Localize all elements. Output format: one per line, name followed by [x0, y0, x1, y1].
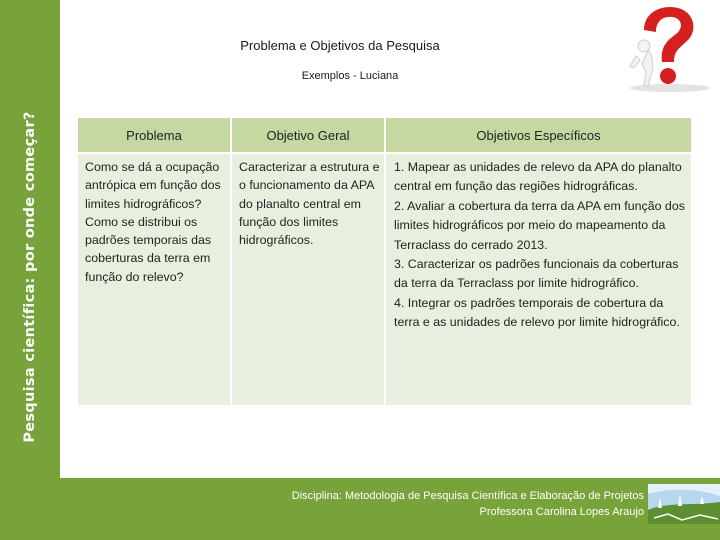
footer-bar [0, 478, 720, 540]
header-objetivo-geral: Objetivo Geral [232, 118, 384, 152]
cell-objetivos-especificos [386, 154, 691, 405]
sidebar [0, 0, 60, 540]
table-row [78, 154, 691, 405]
cell-problema: Como se dá a ocupação antrópica em função dos limites hidrográficos? Como se distribui os padrões temporais das coberturas da terra em função do relevo? [78, 154, 230, 405]
landscape-logo-icon [648, 484, 720, 524]
list-item: 1. Mapear as unidades de relevo da APA do planalto central em função das regiões hidrográficas. [394, 160, 682, 194]
question-mark-figure-icon [622, 2, 714, 94]
list-item: 2. Avaliar a cobertura da terra da APA em função dos limites hidrográficos por meio do mapeamento da Terraclass do cerrado 2013. [394, 198, 685, 252]
cell-objetivo-geral: Caracterizar a estrutura e o funcionamento da APA do planalto central em função dos limites hidrográficos. [232, 154, 384, 405]
page-subtitle: Exemplos - Luciana [301, 70, 399, 82]
sidebar-title: Pesquisa científica: por onde começar? [22, 111, 38, 443]
page-title: Problema e Objetivos da Pesquisa [240, 38, 440, 53]
list-item: 3. Caracterizar os padrões funcionais da coberturas da terra da Terraclass por limite hidrográfico. [394, 257, 679, 291]
footer-course: Disciplina: Metodologia de Pesquisa Científica e Elaboração de Projetos [291, 490, 644, 502]
header-problema: Problema [78, 118, 230, 152]
footer-professor: Professora Carolina Lopes Araujo [479, 506, 644, 518]
table-header-row [78, 118, 691, 152]
header-objetivos-especificos: Objetivos Específicos [386, 118, 691, 152]
objectives-table [76, 116, 693, 407]
list-item: 4. Integrar os padrões temporais de cobertura da terra e as unidades de relevo por limite hidrográfico. [394, 295, 680, 330]
